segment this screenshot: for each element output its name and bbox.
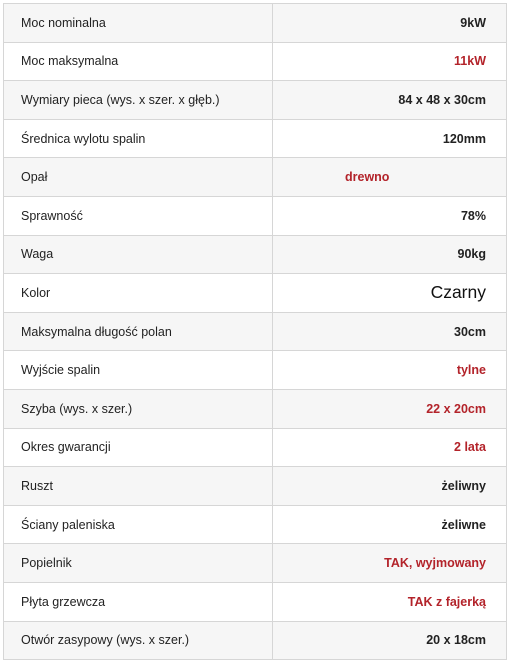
spec-value: 78% [273,196,507,235]
spec-value: 20 x 18cm [273,621,507,660]
spec-label: Kolor [4,274,273,313]
spec-row [4,158,507,197]
spec-value: tylne [273,351,507,390]
specifications-table [3,3,507,660]
spec-value: Czarny [273,274,507,313]
spec-label: Popielnik [4,544,273,583]
spec-row [4,582,507,621]
spec-row [4,621,507,660]
spec-label: Okres gwarancji [4,428,273,467]
spec-value: TAK, wyjmowany [273,544,507,583]
spec-row [4,467,507,506]
spec-label: Sprawność [4,196,273,235]
spec-value: 90kg [273,235,507,274]
spec-value: 30cm [273,312,507,351]
spec-row [4,274,507,313]
spec-label: Waga [4,235,273,274]
spec-row [4,505,507,544]
spec-value: 9kW [273,4,507,43]
spec-value: TAK z fajerką [273,582,507,621]
spec-value: 84 x 48 x 30cm [273,81,507,120]
spec-row [4,4,507,43]
spec-label: Otwór zasypowy (wys. x szer.) [4,621,273,660]
spec-row [4,42,507,81]
specifications-body [4,4,507,660]
spec-label: Maksymalna długość polan [4,312,273,351]
spec-value: drewno [273,158,507,197]
spec-label: Wyjście spalin [4,351,273,390]
spec-value: 11kW [273,42,507,81]
spec-row [4,119,507,158]
spec-value: żeliwne [273,505,507,544]
spec-value: 22 x 20cm [273,389,507,428]
spec-value: 2 lata [273,428,507,467]
spec-row [4,81,507,120]
spec-row [4,312,507,351]
spec-label: Płyta grzewcza [4,582,273,621]
spec-label: Szyba (wys. x szer.) [4,389,273,428]
spec-label: Ściany paleniska [4,505,273,544]
spec-row [4,235,507,274]
spec-row [4,389,507,428]
spec-row [4,428,507,467]
spec-value: żeliwny [273,467,507,506]
spec-label: Średnica wylotu spalin [4,119,273,158]
spec-label: Moc nominalna [4,4,273,43]
spec-row [4,351,507,390]
spec-label: Ruszt [4,467,273,506]
spec-row [4,544,507,583]
spec-label: Opał [4,158,273,197]
spec-row [4,196,507,235]
spec-label: Wymiary pieca (wys. x szer. x głęb.) [4,81,273,120]
spec-value: 120mm [273,119,507,158]
spec-label: Moc maksymalna [4,42,273,81]
